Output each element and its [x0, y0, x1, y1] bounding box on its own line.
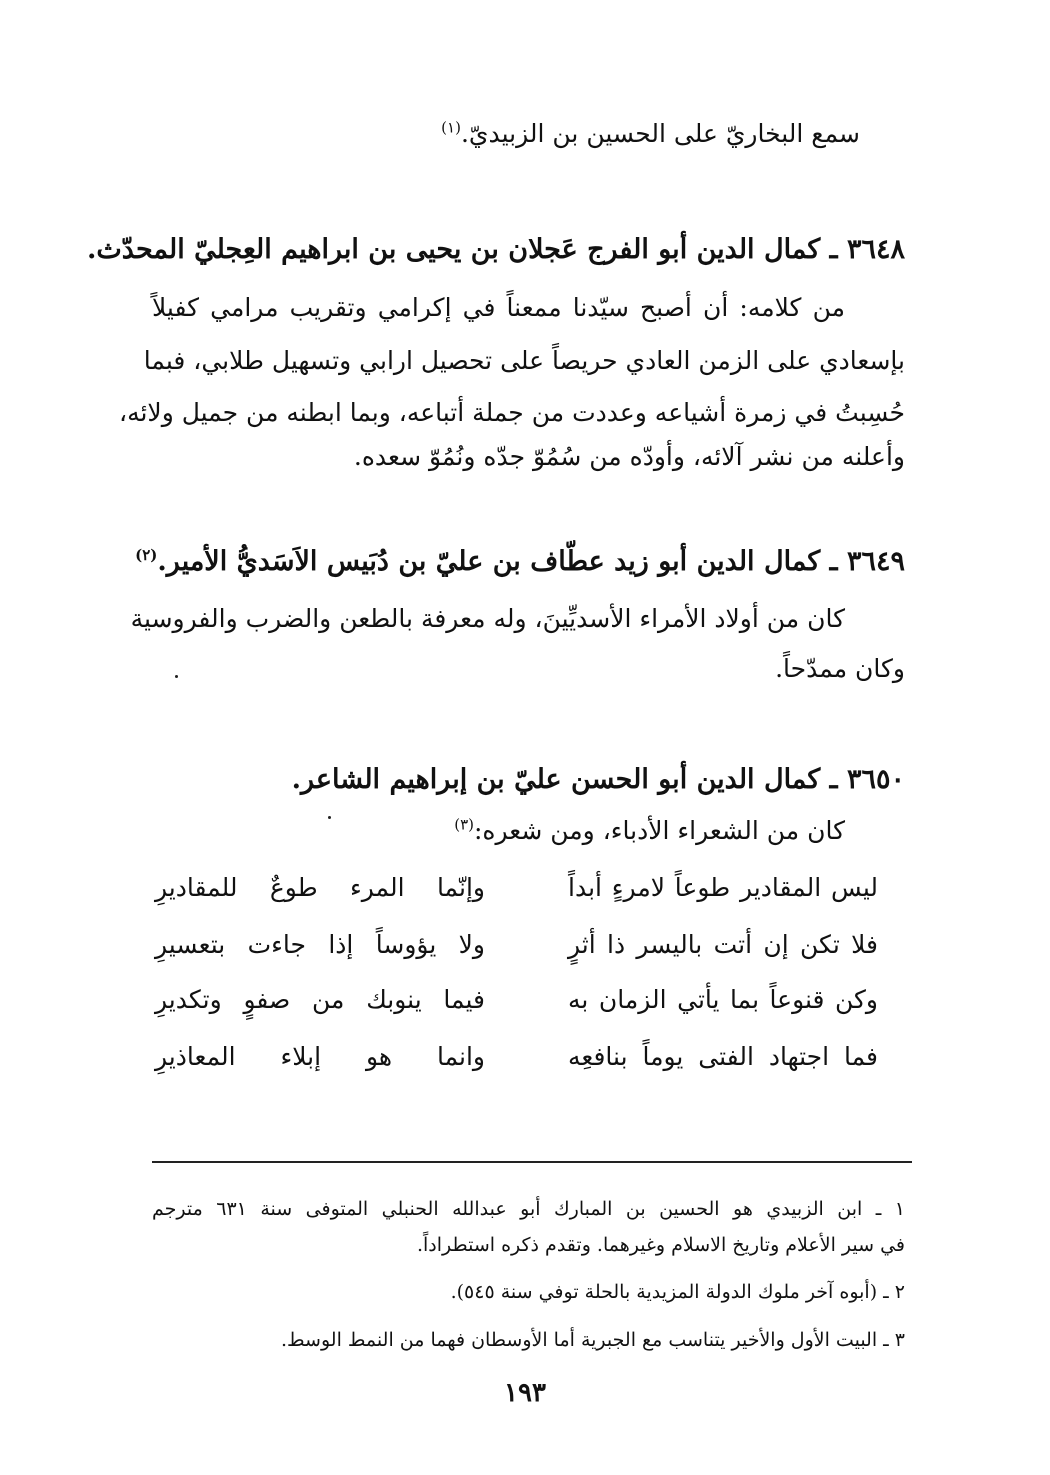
entry-3648-line-3: حُسِبتُ في زمرة أشياعه وعددت من جملة أتباعه، وبما ابطنه من جميل ولائه، [119, 398, 905, 427]
footnote-ref-2: (٢) [135, 546, 158, 564]
entry-3650-line-1 [454, 815, 845, 847]
footnote-3: ٣ ـ البيت الأول والأخير يتناسب مع الجبرية أما الأوسطان فهما من النمط الوسط. [280, 1329, 905, 1351]
entry-3648-line-4: وأعلنه من نشر آلائه، وأودّه من سُمُوّ جدّه ونُمُوّ سعده. [353, 442, 905, 471]
entry-3649-heading-line [135, 545, 905, 579]
verse-1-second-hemistich: وإنّما المرء طوعٌ للمقاديرِ [155, 873, 485, 902]
entry-3650-intro-text: كان من الشعراء الأدباء، ومن شعره: [473, 816, 845, 845]
verse-3-first-hemistich: وكن قنوعاً بما يأتي الزمان به [568, 985, 878, 1014]
verse-2-second-hemistich: ولا يؤوساً إذا جاءت بتعسيرِ [155, 930, 485, 959]
scan-speck [328, 816, 331, 819]
entry-3649-line-2: وكان ممدّحاً. [775, 654, 905, 683]
entry-3648-line-2: بإسعادي على الزمن العادي حريصاً على تحصيل ارابي وتسهيل طلابي، فبما [143, 346, 905, 375]
intro-line [441, 118, 860, 150]
footnote-1-line-2: في سير الأعلام وتاريخ الاسلام وغيرهما. وتقدم ذكره استطراداً. [416, 1234, 905, 1256]
scan-speck [175, 675, 178, 678]
verse-2-first-hemistich: فلا تكن إن أتت باليسر ذا أثرٍ [568, 930, 878, 959]
entry-3648-line-1: من كلامه: أن أصبح سيّدنا ممعناً في إكرامي وتقريب مرامي كفيلاً [152, 293, 845, 322]
verse-3-second-hemistich: فيما ينوبك من صفوٍ وتكديرِ [155, 985, 485, 1014]
intro-text: سمع البخاريّ على الحسين بن الزبيديّ. [460, 119, 860, 148]
footnote-ref-1: (١) [441, 118, 461, 137]
entry-3649-line-1: كان من أولاد الأمراء الأسديِّينَ، وله معرفة بالطعن والضرب والفروسية [130, 604, 845, 633]
footnote-divider [152, 1161, 912, 1163]
entry-3650-heading: ٣٦٥٠ ـ كمال الدين أبو الحسن عليّ بن إبراهيم الشاعر. [291, 764, 905, 795]
entry-3649-heading: ٣٦٤٩ ـ كمال الدين أبو زيد عطّاف بن عليّ بن دُبَيس الاَسَديُّ الأمير. [157, 546, 905, 577]
entry-3648-heading: ٣٦٤٨ ـ كمال الدين أبو الفرج عَجلان بن يحيى بن ابراهيم العِجليّ المحدّث. [86, 234, 905, 265]
footnote-1-line-1: ١ ـ ابن الزبيدي هو الحسين بن المبارك أبو عبدالله الحنبلي المتوفى سنة ٦٣١ مترجم [152, 1198, 905, 1220]
footnote-ref-3: (٣) [454, 815, 474, 834]
verse-1-first-hemistich: ليس المقادير طوعاً لامرءٍ أبداً [568, 873, 878, 902]
page-number: ١٩٣ [504, 1378, 546, 1408]
verse-4-first-hemistich: فما اجتهاد الفتى يوماً بنافعِه [568, 1042, 878, 1071]
verse-4-second-hemistich: وانما هو إبلاء المعاذيرِ [155, 1042, 485, 1071]
footnote-2: ٢ ـ (أبوه آخر ملوك الدولة المزيدية بالحلة توفي سنة ٥٤٥). [450, 1281, 905, 1303]
